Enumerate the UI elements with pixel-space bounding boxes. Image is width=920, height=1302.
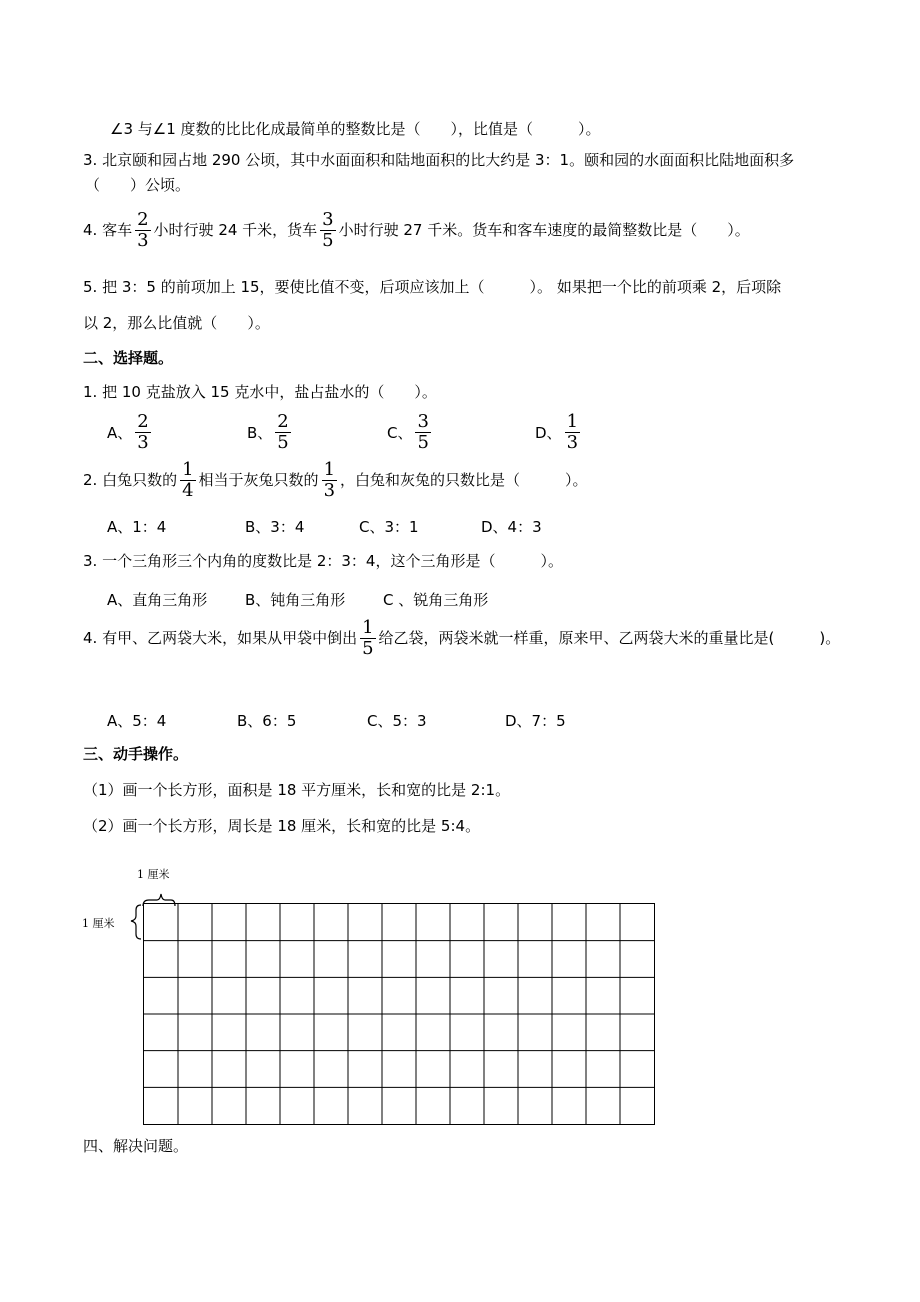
section-4-heading: 四、解决问题。 xyxy=(83,1137,189,1155)
q3-option-a: A、直角三角形 xyxy=(107,591,208,609)
choice-question-3: 3. 一个三角形三个内角的度数比是 2：3：4，这个三角形是（ ）。 xyxy=(83,552,563,570)
fraction-one-third: $\frac{1}{3}$ xyxy=(323,459,336,501)
drawing-task-1: （1）画一个长方形，面积是 18 平方厘米，长和宽的比是 2:1。 xyxy=(83,781,511,799)
unit-label-top: 1 厘米 xyxy=(137,868,170,881)
question-angle-ratio: ∠3 与∠1 度数的比比化成最简单的整数比是（ ），比值是（ ）。 xyxy=(110,120,601,138)
question-3-line2: （ ）公顷。 xyxy=(85,176,191,194)
choice-question-2: 2. 白兔只数的 $\frac{1}{4}$ 相当于灰兔只数的 $\frac{1}{3}$ ，白兔和灰兔的只数比是（ ）。 xyxy=(83,459,588,501)
fraction-two-thirds: $\frac{2}{3}$ xyxy=(137,209,149,251)
grid-paper[interactable] xyxy=(143,903,655,1125)
q2-option-a: A、1：4 xyxy=(107,518,167,536)
unit-label-left: 1 厘米 xyxy=(82,917,115,930)
q3-option-b: B、钝角三角形 xyxy=(245,591,346,609)
section-2-heading: 二、选择题。 xyxy=(83,349,174,367)
choice-question-1: 1. 把 10 克盐放入 15 克水中，盐占盐水的（ ）。 xyxy=(83,383,437,401)
fraction-one-quarter: $\frac{1}{4}$ xyxy=(182,459,194,501)
q4-text-a: 4. 客车 xyxy=(83,221,133,239)
q4-text-b: 小时行驶 24 千米，货车 xyxy=(153,221,318,239)
q4-option-a: A、5：4 xyxy=(107,712,167,730)
q3-option-c: C 、锐角三角形 xyxy=(383,591,489,609)
choice-question-4: 4. 有甲、乙两袋大米，如果从甲袋中倒出 $\frac{1}{5}$ 给乙袋，两袋米就一样重，原来甲、乙两袋大米的重量比是( )。 xyxy=(83,617,841,659)
q1-option-b: B、 $\frac{2}{5}$ xyxy=(247,411,289,453)
q4-option-b: B、6：5 xyxy=(237,712,297,730)
grid-lines xyxy=(144,904,654,1124)
q2-option-b: B、3：4 xyxy=(245,518,305,536)
q1-option-c: C、 $\frac{3}{5}$ xyxy=(387,411,429,453)
q1-option-a: A、 $\frac{2}{3}$ xyxy=(107,411,149,453)
question-5-line2: 以 2，那么比值就（ ）。 xyxy=(83,314,270,332)
q4-option-d: D、7：5 xyxy=(505,712,566,730)
q2-option-c: C、3：1 xyxy=(359,518,419,536)
question-3-line1: 3. 北京颐和园占地 290 公顷，其中水面面积和陆地面积的比大约是 3：1。颐和园的水面面积比陆地面积多 xyxy=(83,151,795,169)
q2-option-d: D、4：3 xyxy=(481,518,542,536)
question-4 xyxy=(83,210,750,251)
drawing-task-2: （2）画一个长方形，周长是 18 厘米，长和宽的比是 5:4。 xyxy=(83,817,481,835)
q1-option-d: D、 $\frac{1}{3}$ xyxy=(535,411,579,453)
fraction-three-fifths: $\frac{3}{5}$ xyxy=(322,209,334,251)
q4-text-c: 小时行驶 27 千米。货车和客车速度的最简整数比是（ ）。 xyxy=(338,221,750,239)
question-5-line1: 5. 把 3：5 的前项加上 15，要使比值不变，后项应该加上（ ）。 如果把一个比的前项乘 2，后项除 xyxy=(83,278,782,296)
fraction-one-fifth: $\frac{1}{5}$ xyxy=(362,617,374,659)
q4-option-c: C、5：3 xyxy=(367,712,427,730)
section-3-heading: 三、动手操作。 xyxy=(83,745,189,763)
